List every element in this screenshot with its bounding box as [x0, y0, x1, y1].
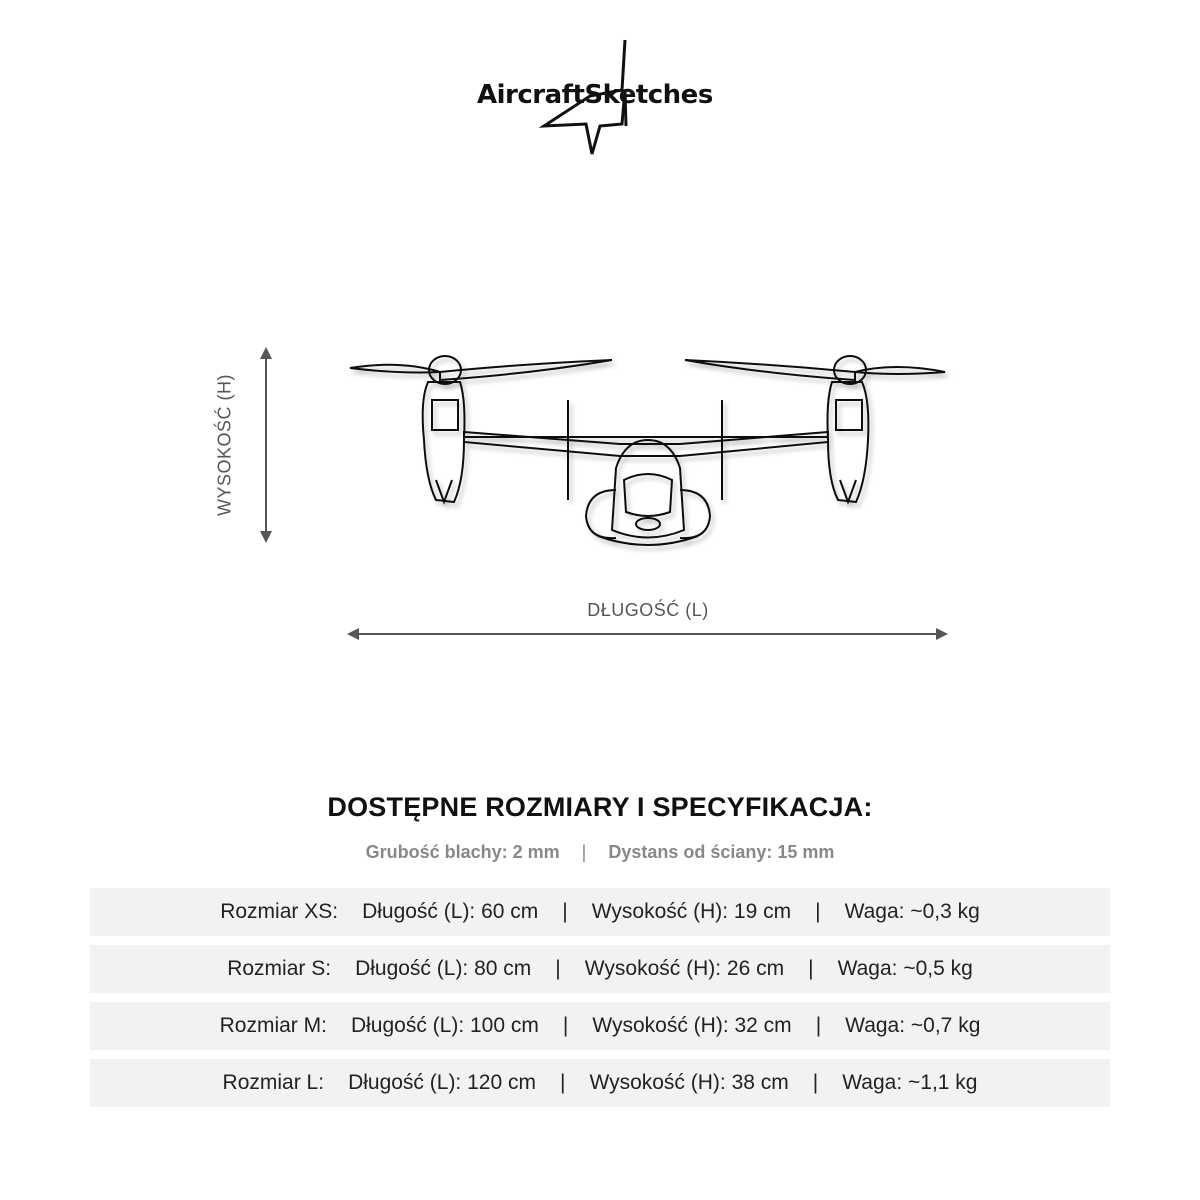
length-label: DŁUGOŚĆ (L)	[587, 600, 709, 620]
height-label: WYSOKOŚĆ (H)	[214, 373, 235, 517]
size-row-xs	[90, 888, 1110, 936]
size-row-s	[90, 945, 1110, 993]
size-length: Długość (L): 80 cm	[355, 957, 532, 980]
length-arrow	[345, 624, 950, 644]
logo-text: AircraftSketches	[477, 80, 713, 110]
separator: |	[812, 1071, 819, 1094]
size-weight: Waga: ~0,5 kg	[837, 957, 973, 980]
size-height: Wysokość (H): 38 cm	[589, 1071, 789, 1094]
size-name: Rozmiar M:	[219, 1014, 327, 1037]
size-height: Wysokość (H): 26 cm	[584, 957, 785, 980]
size-name: Rozmiar XS:	[220, 900, 339, 923]
thickness-text: Grubość blachy: 2 mm	[365, 842, 560, 862]
size-length: Długość (L): 120 cm	[348, 1071, 536, 1094]
size-weight: Waga: ~0,3 kg	[844, 900, 980, 923]
separator: |	[555, 957, 561, 980]
size-length: Długość (L): 60 cm	[362, 900, 539, 923]
specs-title: DOSTĘPNE ROZMIARY I SPECYFIKACJA:	[327, 792, 873, 822]
size-row-m	[90, 1002, 1110, 1050]
height-arrow	[256, 345, 276, 545]
size-height: Wysokość (H): 19 cm	[591, 900, 792, 923]
separator: |	[815, 1014, 822, 1037]
size-weight: Waga: ~1,1 kg	[842, 1071, 978, 1094]
distance-text: Dystans od ściany: 15 mm	[608, 842, 835, 862]
size-row-l	[90, 1059, 1110, 1107]
separator: |	[581, 842, 587, 862]
size-name: Rozmiar S:	[227, 957, 332, 980]
separator: |	[808, 957, 814, 980]
separator: |	[815, 900, 821, 923]
size-length: Długość (L): 100 cm	[350, 1014, 539, 1037]
size-weight: Waga: ~0,7 kg	[845, 1014, 981, 1037]
specs-subtitle	[0, 842, 1200, 863]
separator: |	[562, 1014, 569, 1037]
aircraft-silhouette	[340, 340, 960, 560]
separator: |	[562, 900, 568, 923]
size-name: Rozmiar L:	[222, 1071, 325, 1094]
separator: |	[559, 1071, 566, 1094]
size-height: Wysokość (H): 32 cm	[592, 1014, 792, 1037]
